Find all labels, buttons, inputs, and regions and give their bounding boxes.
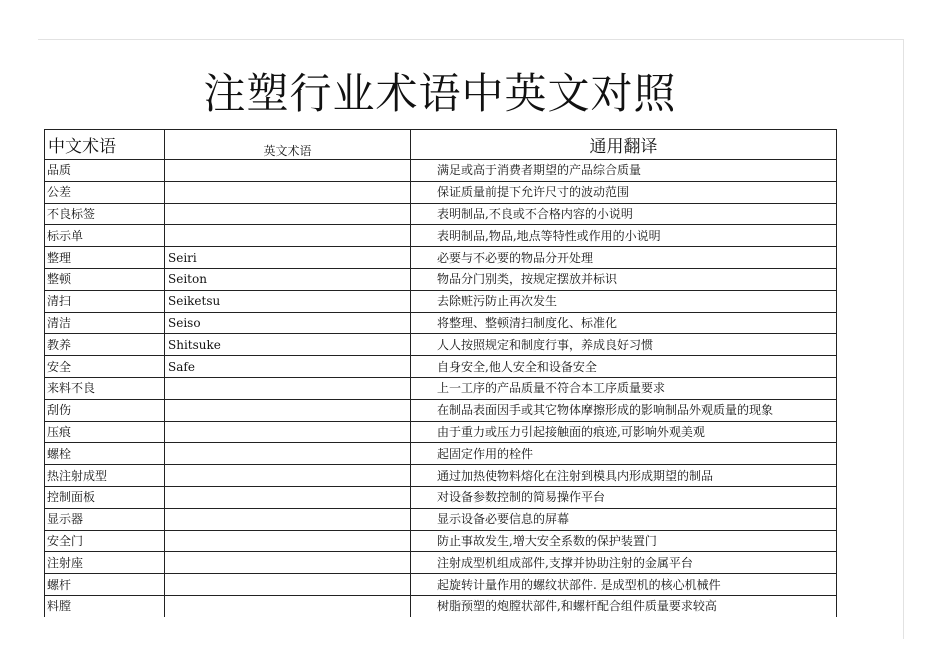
translation-cell: 由于重力或压力引起接触面的痕迹,可影响外观美观	[411, 421, 837, 443]
table-row	[45, 552, 837, 574]
glossary-table-header	[45, 130, 837, 160]
table-row	[45, 225, 837, 247]
translation-cell: 对设备参数控制的简易操作平台	[411, 486, 837, 508]
chinese-term-cell: 清扫	[45, 290, 165, 312]
english-term-cell	[165, 225, 411, 247]
english-term-cell	[165, 203, 411, 225]
header-translation: 通用翻译	[411, 130, 837, 160]
chinese-term-cell: 控制面板	[45, 486, 165, 508]
table-row	[45, 595, 837, 616]
chinese-term-cell: 品质	[45, 160, 165, 182]
english-term-cell	[165, 160, 411, 182]
table-row	[45, 203, 837, 225]
glossary-table-body	[45, 160, 837, 617]
table-row	[45, 268, 837, 290]
translation-cell: 表明制品,不良或不合格内容的小说明	[411, 203, 837, 225]
table-row	[45, 399, 837, 421]
english-term-cell	[165, 399, 411, 421]
english-term-cell	[165, 574, 411, 596]
table-row	[45, 247, 837, 269]
english-term-cell	[165, 486, 411, 508]
english-term-cell: Seiketsu	[165, 290, 411, 312]
english-term-cell: Seiri	[165, 247, 411, 269]
english-term-cell	[165, 181, 411, 203]
chinese-term-cell: 压痕	[45, 421, 165, 443]
english-term-cell	[165, 595, 411, 616]
chinese-term-cell: 公差	[45, 181, 165, 203]
table-row	[45, 334, 837, 356]
english-term-cell	[165, 421, 411, 443]
table-row	[45, 312, 837, 334]
table-row	[45, 574, 837, 596]
chinese-term-cell: 标示单	[45, 225, 165, 247]
chinese-term-cell: 螺杆	[45, 574, 165, 596]
chinese-term-cell: 不良标签	[45, 203, 165, 225]
english-term-cell: Seiton	[165, 268, 411, 290]
english-term-cell	[165, 443, 411, 465]
table-row	[45, 465, 837, 487]
english-term-cell: Shitsuke	[165, 334, 411, 356]
translation-cell: 在制品表面因手或其它物体摩擦形成的影响制品外观质量的现象	[411, 399, 837, 421]
english-term-cell	[165, 465, 411, 487]
translation-cell: 上一工序的产品质量不符合本工序质量要求	[411, 377, 837, 399]
table-row	[45, 443, 837, 465]
table-row	[45, 421, 837, 443]
glossary-table	[44, 129, 837, 617]
translation-cell: 物品分门别类，按规定摆放并标识	[411, 268, 837, 290]
chinese-term-cell: 注射座	[45, 552, 165, 574]
chinese-term-cell: 料膛	[45, 595, 165, 616]
chinese-term-cell: 清洁	[45, 312, 165, 334]
page-top-border	[38, 39, 904, 40]
table-row	[45, 530, 837, 552]
english-term-cell: Safe	[165, 356, 411, 378]
translation-cell: 满足或高于消费者期望的产品综合质量	[411, 160, 837, 182]
english-term-cell	[165, 530, 411, 552]
translation-cell: 去除赃污防止再次发生	[411, 290, 837, 312]
english-term-cell	[165, 552, 411, 574]
document-title: 注塑行业术语中英文对照	[203, 69, 677, 119]
table-row	[45, 508, 837, 530]
translation-cell: 人人按照规定和制度行事，养成良好习惯	[411, 334, 837, 356]
chinese-term-cell: 刮伤	[45, 399, 165, 421]
english-term-cell	[165, 377, 411, 399]
translation-cell: 保证质量前提下允许尺寸的波动范围	[411, 181, 837, 203]
translation-cell: 注射成型机组成部件,支撑并协助注射的金属平台	[411, 552, 837, 574]
translation-cell: 起旋转计量作用的螺纹状部件. 是成型机的核心机械件	[411, 574, 837, 596]
table-row	[45, 486, 837, 508]
chinese-term-cell: 安全门	[45, 530, 165, 552]
table-row	[45, 356, 837, 378]
chinese-term-cell: 安全	[45, 356, 165, 378]
chinese-term-cell: 来料不良	[45, 377, 165, 399]
chinese-term-cell: 螺栓	[45, 443, 165, 465]
translation-cell: 必要与不必要的物品分开处理	[411, 247, 837, 269]
translation-cell: 树脂预塑的炮膛状部件,和螺杆配合组件质量要求较高	[411, 595, 837, 616]
chinese-term-cell: 教养	[45, 334, 165, 356]
table-row	[45, 290, 837, 312]
translation-cell: 显示设备必要信息的屏幕	[411, 508, 837, 530]
translation-cell: 自身安全,他人安全和设备安全	[411, 356, 837, 378]
chinese-term-cell: 整顿	[45, 268, 165, 290]
chinese-term-cell: 热注射成型	[45, 465, 165, 487]
english-term-cell: Seiso	[165, 312, 411, 334]
header-english-term: 英文术语	[165, 130, 411, 160]
header-row	[45, 130, 837, 160]
translation-cell: 将整理、整顿清扫制度化、标准化	[411, 312, 837, 334]
page-right-border	[903, 39, 904, 639]
chinese-term-cell: 显示器	[45, 508, 165, 530]
table-row	[45, 377, 837, 399]
table-row	[45, 181, 837, 203]
chinese-term-cell: 整理	[45, 247, 165, 269]
english-term-cell	[165, 508, 411, 530]
header-chinese-term: 中文术语	[45, 130, 165, 160]
translation-cell: 起固定作用的栓件	[411, 443, 837, 465]
translation-cell: 通过加热使物料熔化在注射到模具内形成期望的制品	[411, 465, 837, 487]
translation-cell: 防止事故发生,增大安全系数的保护装置门	[411, 530, 837, 552]
table-row	[45, 160, 837, 182]
translation-cell: 表明制品,物品,地点等特性或作用的小说明	[411, 225, 837, 247]
